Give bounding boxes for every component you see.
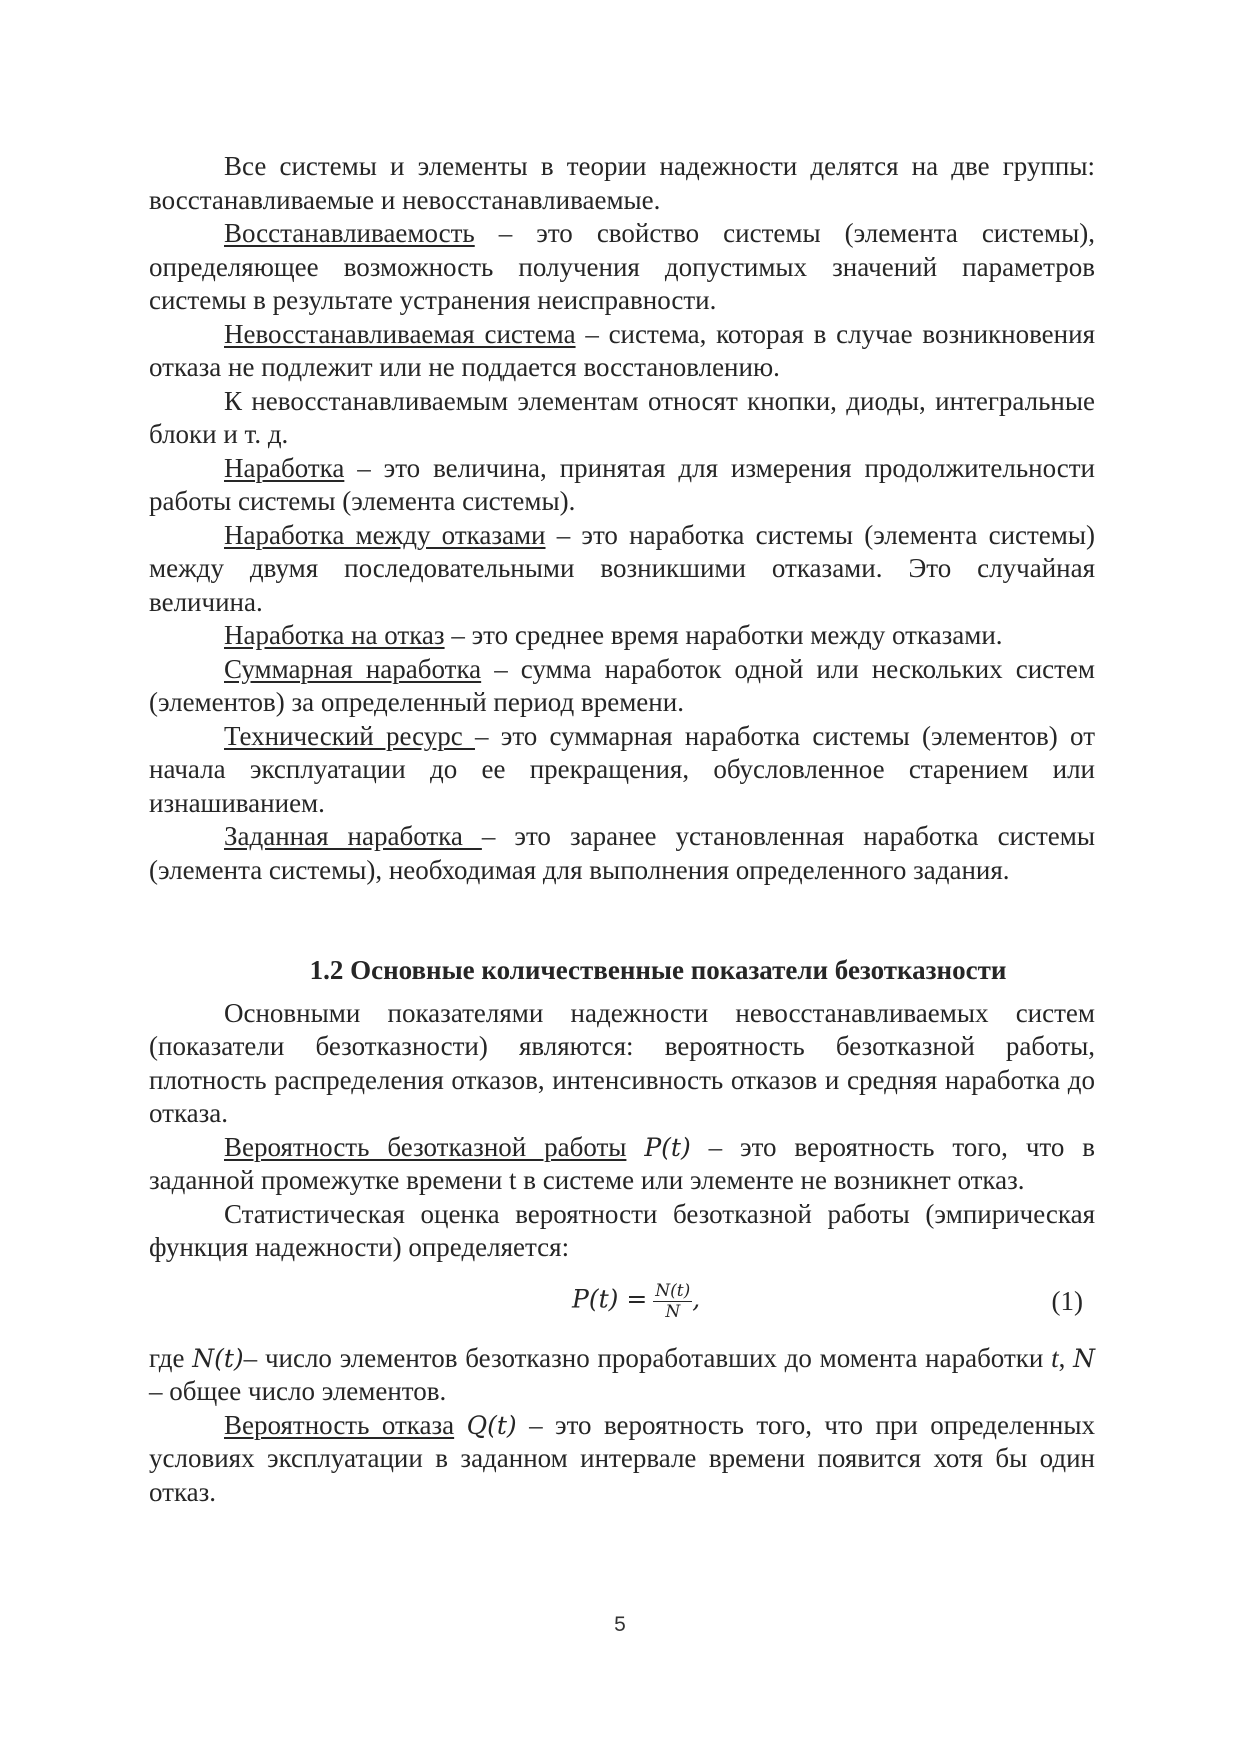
- definition-operating-time: Наработка – это величина, принятая для измерения продолжительности работы системы (элемента системы).: [149, 452, 1095, 516]
- term-total-operating-time: Суммарная наработка: [224, 653, 482, 684]
- paragraph-intro: Все системы и элементы в теории надежности делятся на две группы: восстанавливаемые и невосстанавливаемые.: [149, 151, 1095, 215]
- term-nonrestorable-system: Невосстанавливаемая система: [224, 318, 576, 349]
- term-failure-probability: Вероятность отказа: [224, 1409, 455, 1440]
- section-spacer: [149, 887, 1095, 954]
- term-restorability: Восстанавливаемость: [224, 218, 475, 248]
- term-technical-resource: Технический ресурс: [224, 720, 475, 751]
- definition-mtbf: Наработка на отказ – это среднее время наработки между отказами.: [224, 620, 1003, 650]
- formula-numerator: N(t): [655, 1280, 691, 1301]
- definition-total-operating-time: Суммарная наработка – сумма наработок одной или нескольких систем (элементов) за определенный период времени.: [149, 653, 1095, 717]
- paragraph-statistical-estimate: Статистическая оценка вероятности безотказной работы (эмпирическая функция надежности) определяется:: [149, 1198, 1095, 1262]
- page-number: 5: [614, 1613, 626, 1636]
- symbol-q-of-t: Q(t): [466, 1410, 517, 1440]
- symbol-n: N: [1073, 1343, 1096, 1373]
- paragraph-formula-legend: где N(t)– число элементов безотказно проработавших до момента наработки t, N – общее число элементов.: [149, 1342, 1096, 1406]
- definition-failure-probability: Вероятность отказа Q(t) – это вероятность того, что при определенных условиях эксплуатации в заданном интервале времени появится хотя бы один отказ.: [149, 1409, 1096, 1507]
- symbol-p-of-t: P(t): [644, 1132, 691, 1162]
- formula-number: (1): [1051, 1285, 1083, 1316]
- definition-nonrestorable-system: Невосстанавливаемая система – система, которая в случае возникновения отказа не подлежит или не поддается восстановлению.: [149, 318, 1095, 382]
- term-operating-time: Наработка: [224, 452, 345, 483]
- definition-restorability: Восстанавливаемость – это свойство системы (элемента системы), определяющее возможность получения допустимых значений параметров системы в результате устранения неисправности.: [149, 218, 1095, 315]
- term-mtbf: Наработка на отказ: [224, 620, 445, 650]
- formula-lhs: P(t) =: [572, 1284, 648, 1314]
- paragraph-main-indicators: Основными показателями надежности невосстанавливаемых систем (показатели безотказности) являются: вероятность безотказной работы, плотность распределения отказов, интенсивность отказов и средняя наработка до отказа.: [149, 997, 1095, 1128]
- document-page: [149, 150, 1095, 1509]
- term-time-between-failures: Наработка между отказами: [224, 519, 546, 550]
- section-heading: 1.2 Основные количественные показатели безотказности: [309, 955, 1007, 985]
- formula-1: [149, 1275, 1095, 1329]
- definition-time-between-failures: Наработка между отказами – это наработка системы (элемента системы) между двумя последовательными возникшими отказами. Это случайная величина.: [149, 519, 1096, 617]
- symbol-n-of-t: N(t): [192, 1343, 244, 1373]
- definition-technical-resource: Технический ресурс – это суммарная наработка системы (элементов) от начала эксплуатации до ее прекращения, обусловленное старением или изнашиванием.: [149, 720, 1095, 818]
- definition-specified-operating-time: Заданная наработка – это заранее установленная наработка системы (элемента системы), необходимая для выполнения определенного задания.: [149, 821, 1095, 885]
- formula-expression: P(t) = $\frac{N(t)}{N}$ ,: [572, 1280, 701, 1322]
- formula-fraction: [653, 1281, 692, 1322]
- formula-denominator: N: [665, 1301, 681, 1322]
- term-reliability-probability: Вероятность безотказной работы: [224, 1131, 627, 1162]
- term-specified-operating-time: Заданная наработка: [224, 821, 482, 851]
- paragraph-nonrestorable-elements: К невосстанавливаемым элементам относят кнопки, диоды, интегральные блоки и т. д.: [149, 385, 1095, 449]
- definition-reliability-probability: Вероятность безотказной работы P(t) – это вероятность того, что в заданной промежутке времени t в системе или элементе не возникнет отказ.: [149, 1131, 1095, 1195]
